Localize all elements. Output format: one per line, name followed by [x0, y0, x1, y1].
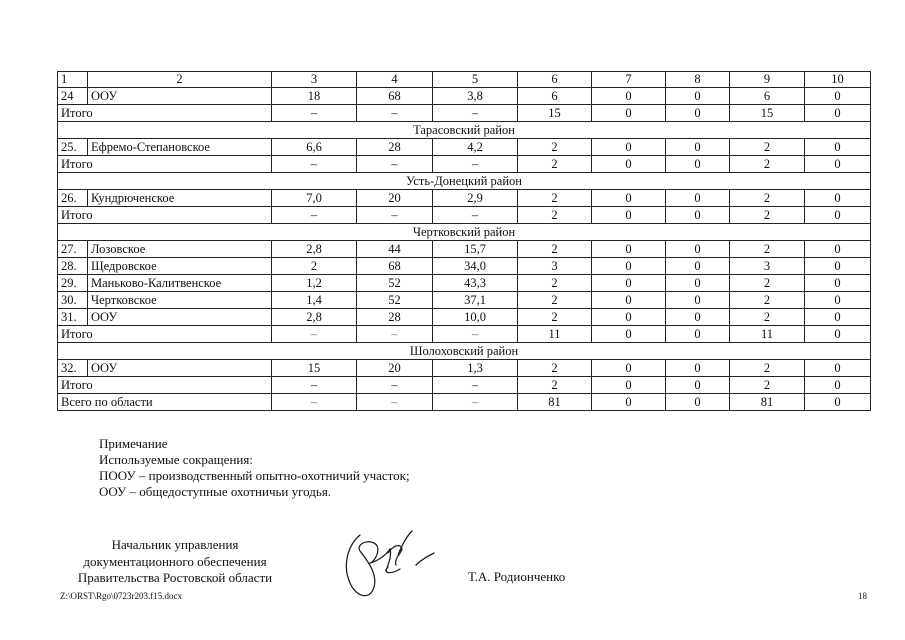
district-header-row	[58, 173, 871, 190]
table-cell: –	[272, 326, 357, 343]
table-cell: 11	[730, 326, 805, 343]
total-label: Всего по области	[58, 394, 272, 411]
total-label: Итого	[58, 207, 272, 224]
table-row	[58, 190, 871, 207]
table-cell: 6	[730, 88, 805, 105]
table-cell: 81	[730, 394, 805, 411]
table-cell: 1,2	[272, 275, 357, 292]
table-cell: 2	[730, 207, 805, 224]
area-name: ООУ	[88, 309, 272, 326]
table-header-row	[58, 72, 871, 88]
total-label: Итого	[58, 105, 272, 122]
table-cell: 0	[805, 105, 871, 122]
area-name: ООУ	[88, 88, 272, 105]
table-cell: 0	[805, 394, 871, 411]
table-cell: 0	[805, 258, 871, 275]
table-cell: 2	[518, 309, 592, 326]
note-block	[99, 436, 410, 500]
table-cell: 0	[592, 258, 666, 275]
district-name: Тарасовский район	[58, 122, 871, 139]
table-cell: 0	[666, 190, 730, 207]
area-name: ООУ	[88, 360, 272, 377]
table-cell: 15,7	[433, 241, 518, 258]
total-row	[58, 377, 871, 394]
table-cell: 2,8	[272, 241, 357, 258]
table-cell: –	[433, 394, 518, 411]
column-number-cell: 4	[357, 72, 433, 88]
row-number: 25.	[58, 139, 88, 156]
table-cell: 4,2	[433, 139, 518, 156]
area-name: Чертковское	[88, 292, 272, 309]
district-name: Усть-Донецкий район	[58, 173, 871, 190]
column-number-cell: 9	[730, 72, 805, 88]
table-cell: 0	[805, 156, 871, 173]
column-number-cell: 3	[272, 72, 357, 88]
note-line: Используемые сокращения:	[99, 452, 253, 467]
table-cell: 10,0	[433, 309, 518, 326]
table-cell: 2	[730, 241, 805, 258]
table-cell: –	[272, 377, 357, 394]
table-cell: 0	[592, 190, 666, 207]
column-number-cell: 2	[88, 72, 272, 88]
table-cell: 52	[357, 275, 433, 292]
table-row	[58, 309, 871, 326]
table-cell: 0	[666, 139, 730, 156]
table-cell: 2	[730, 360, 805, 377]
table-cell: 34,0	[433, 258, 518, 275]
row-number: 28.	[58, 258, 88, 275]
page-number: 18	[858, 591, 867, 601]
row-number: 24	[58, 88, 88, 105]
table-cell: 0	[805, 275, 871, 292]
table-cell: 52	[357, 292, 433, 309]
total-label: Итого	[58, 326, 272, 343]
table-cell: 3	[730, 258, 805, 275]
table-cell: 15	[518, 105, 592, 122]
table-cell: 0	[805, 360, 871, 377]
district-header-row	[58, 343, 871, 360]
table-cell: 0	[666, 258, 730, 275]
table-cell: –	[433, 326, 518, 343]
table-cell: 2	[730, 139, 805, 156]
table-cell: 68	[357, 258, 433, 275]
table-cell: 0	[666, 241, 730, 258]
table-cell: 15	[272, 360, 357, 377]
column-number-cell: 6	[518, 72, 592, 88]
table-row	[58, 88, 871, 105]
total-row	[58, 105, 871, 122]
table-cell: 68	[357, 88, 433, 105]
area-name: Маньково-Калитвенское	[88, 275, 272, 292]
table-cell: 2	[730, 377, 805, 394]
table-cell: 2	[730, 190, 805, 207]
table-cell: 2,9	[433, 190, 518, 207]
note-title: Примечание	[99, 436, 168, 451]
area-name: Щедровское	[88, 258, 272, 275]
table-cell: 28	[357, 309, 433, 326]
row-number: 31.	[58, 309, 88, 326]
table-cell: 2	[518, 241, 592, 258]
table-cell: 0	[592, 275, 666, 292]
table-cell: 28	[357, 139, 433, 156]
note-line: ООУ – общедоступные охотничьи угодья.	[99, 484, 332, 499]
table-cell: 0	[592, 292, 666, 309]
table-cell: –	[433, 105, 518, 122]
table-cell: 0	[592, 241, 666, 258]
total-row	[58, 156, 871, 173]
table-cell: –	[433, 377, 518, 394]
table-cell: 0	[592, 309, 666, 326]
table-cell: 0	[592, 105, 666, 122]
table-cell: 0	[666, 326, 730, 343]
table-cell: 0	[805, 139, 871, 156]
table-cell: 0	[805, 190, 871, 207]
note-line: ПООУ – производственный опытно-охотничий участок;	[99, 468, 410, 483]
table-cell: 0	[592, 88, 666, 105]
table-cell: 2	[730, 309, 805, 326]
table-cell: 2	[518, 156, 592, 173]
table-cell: 20	[357, 360, 433, 377]
table-cell: 2	[730, 292, 805, 309]
table-cell: 43,3	[433, 275, 518, 292]
table-cell: 1,4	[272, 292, 357, 309]
table-cell: 0	[592, 394, 666, 411]
table-cell: 2	[518, 190, 592, 207]
table-cell: 2	[272, 258, 357, 275]
table-cell: 0	[592, 156, 666, 173]
district-name: Чертковский район	[58, 224, 871, 241]
table-cell: 0	[666, 292, 730, 309]
row-number: 29.	[58, 275, 88, 292]
table-cell: –	[357, 207, 433, 224]
district-header-row	[58, 122, 871, 139]
table-cell: 2	[518, 377, 592, 394]
table-row	[58, 275, 871, 292]
table-cell: 15	[730, 105, 805, 122]
row-number: 30.	[58, 292, 88, 309]
position-line: Начальник управления	[111, 537, 239, 552]
table-cell: –	[357, 156, 433, 173]
table-cell: 0	[666, 105, 730, 122]
table-cell: –	[433, 207, 518, 224]
total-label: Итого	[58, 156, 272, 173]
row-number: 26.	[58, 190, 88, 207]
table-cell: 2	[518, 292, 592, 309]
table-cell: –	[272, 105, 357, 122]
total-label: Итого	[58, 377, 272, 394]
table-cell: 0	[805, 377, 871, 394]
table-cell: 2,8	[272, 309, 357, 326]
table-cell: 6,6	[272, 139, 357, 156]
table-cell: 0	[666, 88, 730, 105]
area-name: Ефремо-Степановское	[88, 139, 272, 156]
signer-name: Т.А. Родионченко	[468, 569, 566, 584]
total-row	[58, 326, 871, 343]
table-cell: 0	[666, 377, 730, 394]
table-cell: –	[357, 394, 433, 411]
column-number-cell: 5	[433, 72, 518, 88]
table-cell: 0	[805, 309, 871, 326]
table-cell: 0	[805, 88, 871, 105]
table-row	[58, 292, 871, 309]
table-cell: 2	[518, 360, 592, 377]
table-cell: 2	[518, 275, 592, 292]
table-cell: 0	[805, 292, 871, 309]
area-name: Кундрюченское	[88, 190, 272, 207]
table-cell: 0	[592, 326, 666, 343]
position-line: Правительства Ростовской области	[77, 570, 273, 585]
table-cell: –	[357, 326, 433, 343]
area-name: Лозовское	[88, 241, 272, 258]
table-cell: 0	[592, 207, 666, 224]
table-cell: –	[433, 156, 518, 173]
file-path: Z:\ORST\Rgo\0723r203.f15.docx	[60, 591, 182, 601]
table-cell: 0	[805, 207, 871, 224]
table-cell: –	[272, 207, 357, 224]
table-cell: 0	[666, 394, 730, 411]
data-table	[57, 71, 871, 411]
table-cell: 81	[518, 394, 592, 411]
column-number-cell: 7	[592, 72, 666, 88]
table-cell: 1,3	[433, 360, 518, 377]
table-cell: –	[357, 105, 433, 122]
table-cell: 6	[518, 88, 592, 105]
table-cell: 2	[730, 156, 805, 173]
handwritten-signature	[330, 525, 440, 605]
table-cell: 0	[805, 241, 871, 258]
table-row	[58, 241, 871, 258]
table-cell: 2	[730, 275, 805, 292]
table-cell: 3	[518, 258, 592, 275]
table-cell: 7,0	[272, 190, 357, 207]
table-row	[58, 360, 871, 377]
column-number-cell: 10	[805, 72, 871, 88]
table-cell: –	[272, 156, 357, 173]
table-cell: 18	[272, 88, 357, 105]
table-cell: 0	[666, 309, 730, 326]
total-row	[58, 207, 871, 224]
table-cell: –	[357, 377, 433, 394]
table-cell: 0	[592, 139, 666, 156]
table-cell: 11	[518, 326, 592, 343]
signer-position	[60, 537, 290, 587]
table-cell: 44	[357, 241, 433, 258]
table-cell: 0	[592, 360, 666, 377]
table-cell: –	[272, 394, 357, 411]
table-cell: 0	[805, 326, 871, 343]
row-number: 27.	[58, 241, 88, 258]
table-cell: 2	[518, 139, 592, 156]
table-cell: 37,1	[433, 292, 518, 309]
total-row	[58, 394, 871, 411]
table-cell: 0	[666, 156, 730, 173]
table-cell: 0	[666, 360, 730, 377]
table-row	[58, 139, 871, 156]
table-cell: 3,8	[433, 88, 518, 105]
position-line: документационного обеспечения	[83, 553, 267, 569]
row-number: 32.	[58, 360, 88, 377]
column-number-cell: 8	[666, 72, 730, 88]
table-cell: 0	[592, 377, 666, 394]
district-name: Шолоховский район	[58, 343, 871, 360]
table-cell: 2	[518, 207, 592, 224]
column-number-cell: 1	[58, 72, 88, 88]
table-cell: 0	[666, 275, 730, 292]
table-cell: 0	[666, 207, 730, 224]
table-row	[58, 258, 871, 275]
district-header-row	[58, 224, 871, 241]
table-cell: 20	[357, 190, 433, 207]
